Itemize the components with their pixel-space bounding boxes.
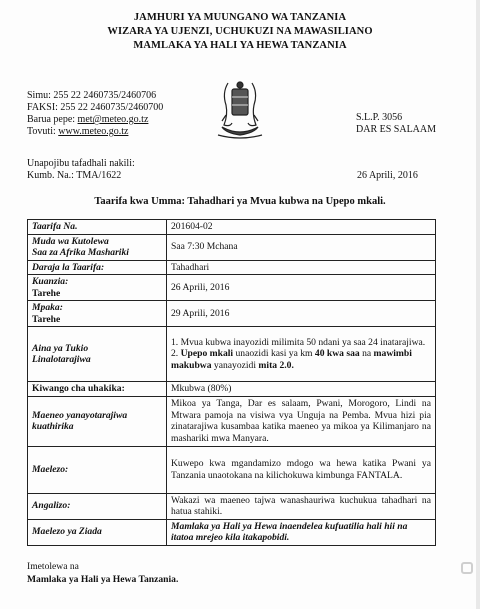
table-row (28, 493, 436, 519)
table-row (28, 260, 436, 275)
row-label: Taarifa Na. (28, 220, 167, 235)
authority-name: Mamlaka ya Hali ya Hewa Tanzania. (27, 574, 179, 585)
row-value: 29 Aprili, 2016 (167, 301, 436, 327)
row-value: 201604-02 (167, 220, 436, 235)
table-row (28, 275, 436, 301)
row-label-line: Tarehe (32, 287, 61, 299)
row-value: Kuwepo kwa mgandamizo mdogo wa hewa katika Pwani ya Tanzania unaotokana na kilichokuwa kimbunga FANTALA. (167, 446, 436, 493)
table-row (28, 220, 436, 235)
fax-line: FAKSI: 255 22 2460735/2460700 (27, 102, 164, 113)
warning-table (27, 219, 436, 546)
reply-note: Unapojibu tafadhali nakili: (27, 158, 135, 169)
event-item-1: 1. Mvua kubwa inayozidi milimita 50 ndani ya saa 24 inatarajiwa. (171, 336, 426, 348)
row-label-line: Muda wa Kutolewa (32, 235, 109, 247)
scroll-marker-icon (461, 562, 473, 574)
row-label: Maelezo ya Ziada (28, 519, 167, 545)
table-row (28, 396, 436, 446)
table-row (28, 234, 436, 260)
letter-date: 26 Aprili, 2016 (357, 170, 418, 181)
row-label: Maelezo: (28, 446, 167, 493)
phone-line: Simu: 255 22 2460735/2460706 (27, 90, 157, 101)
website-link[interactable]: www.meteo.go.tz (58, 126, 129, 137)
prepared-by-label: Imetolewa na (27, 561, 79, 572)
row-label-line: kuathirika (32, 421, 74, 432)
row-value: Mamlaka ya Hali ya Hewa inaendelea kufuatilia hali hii na itatoa mrejeo kila itakapobidi. (167, 519, 436, 545)
header-line-2: WIZARA YA UJENZI, UCHUKUZI NA MAWASILIANO (107, 26, 373, 37)
email-line (27, 114, 163, 126)
table-row (28, 301, 436, 327)
email-link[interactable]: met@meteo.go.tz (77, 114, 149, 125)
document-title: Taarifa kwa Umma: Tahadhari ya Mvua kubwa na Upepo mkali. (94, 196, 386, 207)
row-value: Saa 7:30 Mchana (167, 234, 436, 260)
header-line-1: JAMHURI YA MUUNGANO WA TANZANIA (133, 12, 347, 23)
row-label-line: Aina ya Tukio (32, 342, 89, 354)
page-edge (476, 0, 480, 609)
reference-number: Kumb. Na.: TMA/1622 (27, 170, 122, 181)
row-label (28, 396, 167, 446)
row-label-line: Mpaka: (32, 302, 63, 313)
row-label-line: Saa za Afrika Mashariki (32, 247, 129, 258)
row-label-line: Linalotarajiwa (32, 354, 91, 365)
city: DAR ES SALAAM (356, 124, 437, 135)
row-label-line: Tarehe (32, 313, 61, 325)
row-label (28, 234, 167, 260)
row-label: Daraja la Taarifa: (28, 260, 167, 275)
coat-of-arms-emblem (208, 75, 272, 141)
postal-address (356, 112, 436, 136)
row-label (28, 327, 167, 382)
event-item-2: 2. Upepo mkali unaozidi kasi ya km 40 kwa saa na mawimbi makubwa yanayozidi mita 2.0. (171, 348, 412, 371)
row-label (28, 275, 167, 301)
reference-block (27, 158, 135, 182)
row-value (167, 327, 436, 382)
table-row (28, 382, 436, 397)
table-row (28, 519, 436, 545)
website-line (27, 126, 163, 138)
row-value: Mkubwa (80%) (167, 382, 436, 397)
po-box: S.L.P. 3056 (356, 112, 403, 123)
row-label-line: Kuanzia: (32, 276, 69, 287)
table-row (28, 446, 436, 493)
table-row (28, 327, 436, 382)
header-line-3: MAMLAKA YA HALI YA HEWA TANZANIA (133, 40, 347, 51)
row-value: 26 Aprili, 2016 (167, 275, 436, 301)
footer (27, 560, 178, 586)
row-value: Tahadhari (167, 260, 436, 275)
row-label (28, 301, 167, 327)
contact-block (27, 90, 163, 138)
email-label: Barua pepe: (27, 114, 76, 125)
row-label-line: Maeneo yanayotarajiwa (32, 409, 128, 421)
website-label: Tovuti: (27, 126, 56, 137)
row-label: Angalizo: (28, 493, 167, 519)
row-label: Kiwango cha uhakika: (28, 382, 167, 397)
row-value: Mikoa ya Tanga, Dar es salaam, Pwani, Morogoro, Lindi na Mtwara pamoja na visiwa vya Unguja na Pemba. Mvua hizi pia zinatarajiwa kusambaa katika maeneo ya mikoa ya Kilimanjaro na mashariki mwa Manyara. (167, 396, 436, 446)
row-value: Wakazi wa maeneo tajwa wanashauriwa kuchukua tahadhari na hatua stahiki. (167, 493, 436, 519)
